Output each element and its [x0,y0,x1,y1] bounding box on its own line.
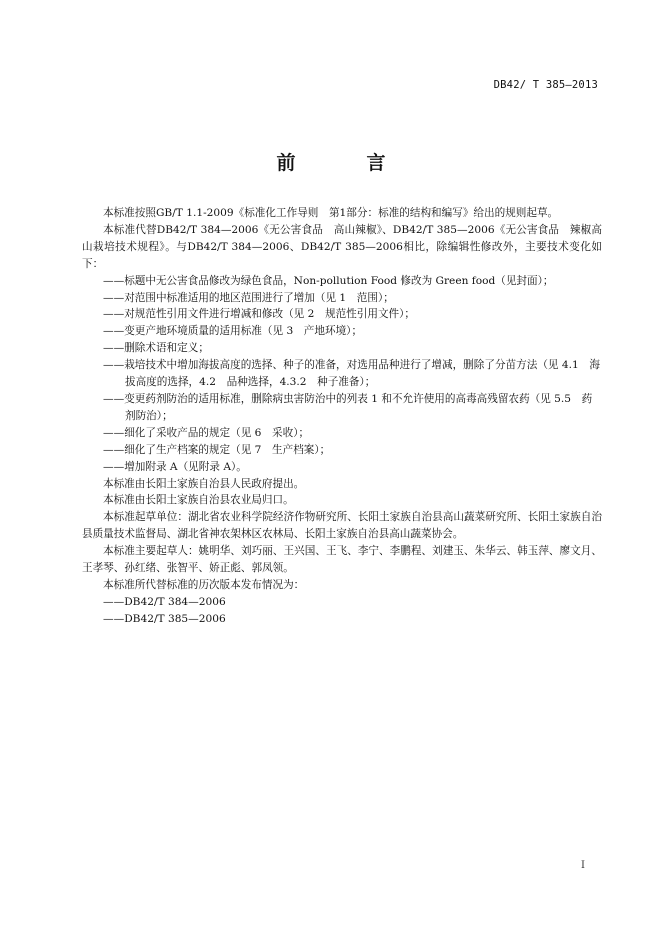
foreword-body [82,205,602,628]
paragraph-proposer: 本标准由长阳土家族自治县人民政府提出。 [103,477,305,490]
change-item: ——细化了生产档案的规定（见 7 生产档案）； [103,443,331,456]
document-code: DB42/ T 385—2013 [493,79,598,91]
paragraph-replacement: 本标准代替DB42/T 384—2006《无公害食品 高山辣椒》、DB42/T 385—2006《无公害食品 辣椒高山栽培技术规程》。与DB42/T 384—2006、DB42/T 385—2006相比，除编辑性修改外，主要技术变化如下： [82,223,602,270]
paragraph-drafters: 本标准主要起草人：姚明华、刘巧丽、王兴国、王飞、李宁、李鹏程、刘建玉、朱华云、韩玉萍、廖文月、王孝琴、孙红绪、张智平、娇正彪、郭凤领。 [82,545,602,575]
change-item: ——增加附录 A（见附录 A）。 [103,460,247,473]
page-title: 前 言 [276,152,412,174]
paragraph-drafting-units: 本标准起草单位：湖北省农业科学院经济作物研究所、长阳土家族自治县高山蔬菜研究所、长阳土家族自治县质量技术监督局、湖北省神农架林区农林局、长阳土家族自治县高山蔬菜协会。 [82,511,602,541]
change-item: ——对范围中标准适用的地区范围进行了增加（见 1 范围）； [103,291,394,304]
change-item: ——标题中无公害食品修改为绿色食品，Non-pollution Food 修改为 Green food（见封面）； [103,274,554,287]
change-item: ——删除术语和定义； [103,342,209,355]
change-item: ——对规范性引用文件进行增减和修改（见 2 规范性引用文件）； [103,308,416,321]
change-item: ——变更药剂防治的适用标准，删除病虫害防治中的列表 1 和不允许使用的高毒高残留农药（见 5.5 药剂防治）； [103,392,593,422]
page-number: I [581,860,585,871]
change-item: ——栽培技术中增加海拔高度的选择、种子的准备，对选用品种进行了增减，删除了分苗方法（见 4.1 海拔高度的选择，4.2 品种选择，4.3.2 种子准备）； [103,359,600,389]
paragraph-history-intro: 本标准所代替标准的历次版本发布情况为： [103,578,305,591]
paragraph-drafting-rule: 本标准按照GB/T 1.1-2009《标准化工作导则 第1部分：标准的结构和编写》给出的规则起草。 [103,207,559,219]
change-item: ——细化了采收产品的规定（见 6 采收）； [103,426,310,439]
change-item: ——变更产地环境质量的适用标准（见 3 产地环境）； [103,325,363,338]
history-item: ——DB42/T 384—2006 [103,595,226,608]
history-item: ——DB42/T 385—2006 [103,612,226,625]
paragraph-administrator: 本标准由长阳土家族自治县农业局归口。 [103,494,294,507]
